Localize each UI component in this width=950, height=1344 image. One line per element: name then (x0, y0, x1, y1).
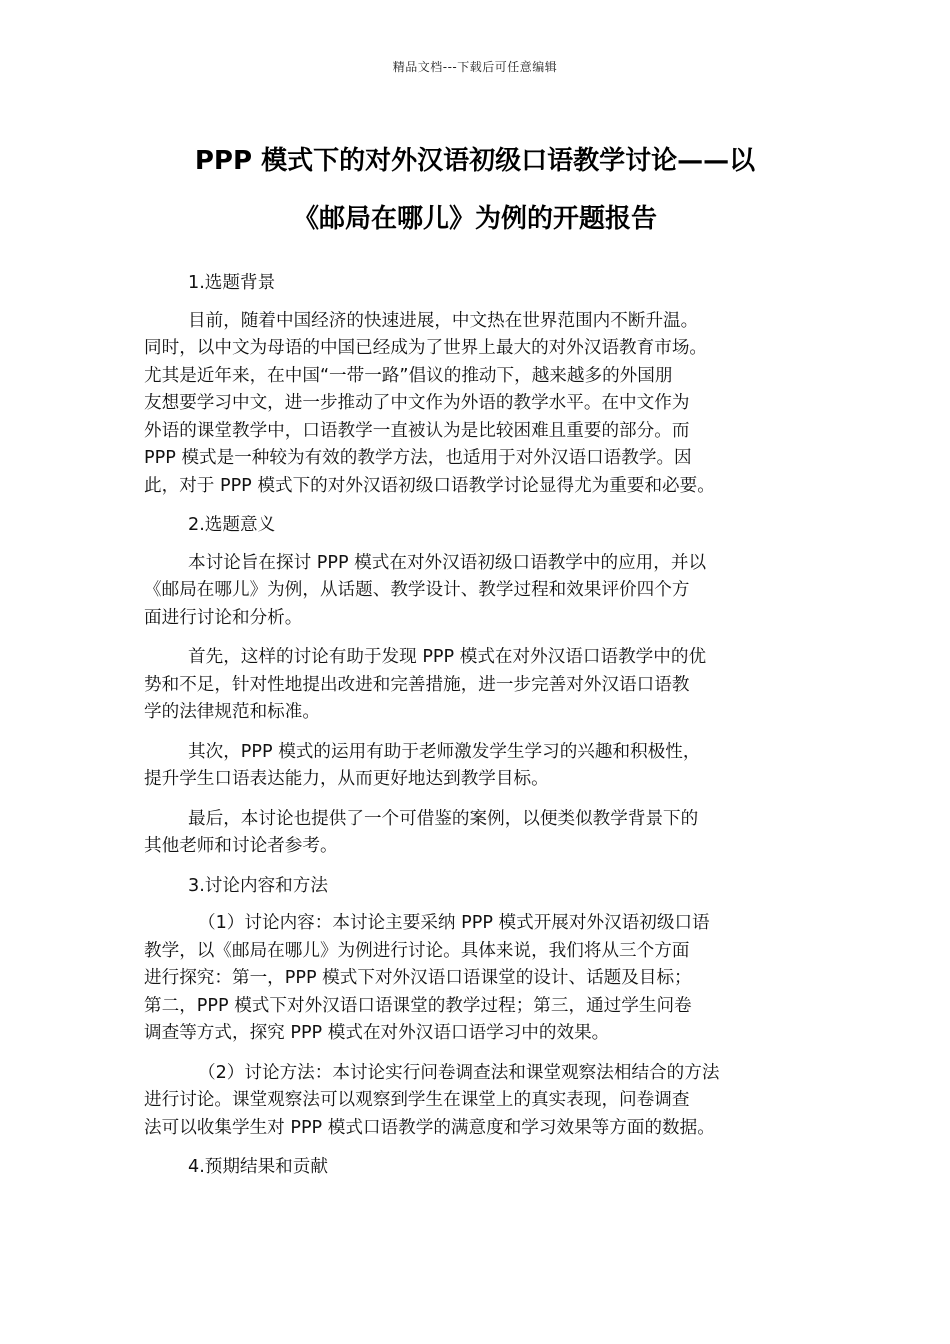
paragraph-significance-second (144, 739, 806, 794)
text-line: 《邮局在哪儿》为例，从话题、教学设计、教学过程和效果评价四个方 (144, 580, 690, 600)
paragraph-significance-intro (144, 550, 806, 633)
section-heading-4: 4.预期结果和贡献 (188, 1157, 328, 1177)
text-line: PPP 模式是一种较为有效的教学方法，也适用于对外汉语口语教学。因 (144, 448, 692, 468)
text-line: 提升学生口语表达能力，从而更好地达到教学目标。 (144, 769, 549, 789)
text-line: 同时，以中文为母语的中国已经成为了世界上最大的对外汉语教育市场。 (144, 338, 708, 358)
text-line: 本讨论旨在探讨 PPP 模式在对外汉语初级口语教学中的应用，并以 (188, 552, 707, 573)
text-line: 进行讨论。课堂观察法可以观察到学生在课堂上的真实表现，问卷调查 (144, 1090, 690, 1110)
header-note: 精品文档---下载后可任意编辑 (392, 60, 558, 74)
text-line: 友想要学习中文，进一步推动了中文作为外语的教学水平。在中文作为 (144, 393, 690, 413)
text-line: 调查等方式，探究 PPP 模式在对外汉语口语学习中的效果。 (144, 1023, 610, 1043)
document-title (120, 132, 830, 248)
paragraph-significance-last (144, 806, 806, 861)
document-body (144, 270, 806, 1192)
title-line-2: 《邮局在哪儿》为例的开题报告 (292, 204, 657, 234)
section-heading-1: 1.选题背景 (188, 273, 276, 293)
text-line: 学的法律规范和标准。 (144, 702, 320, 722)
text-line: 面进行讨论和分析。 (144, 607, 303, 628)
paragraph-research-content (144, 910, 806, 1048)
text-line: 法可以收集学生对 PPP 模式口语教学的满意度和学习效果等方面的数据。 (144, 1117, 715, 1138)
text-line: 其他老师和讨论者参考。 (144, 836, 338, 856)
text-line: 首先，这样的讨论有助于发现 PPP 模式在对外汉语口语教学中的优 (188, 647, 707, 667)
section-heading-3: 3.讨论内容和方法 (188, 875, 328, 896)
text-line: 其次，PPP 模式的运用有助于老师激发学生学习的兴趣和积极性， (188, 741, 701, 762)
text-line: 第二，PPP 模式下对外汉语口语课堂的教学过程；第三，通过学生问卷 (144, 995, 692, 1016)
text-line: 进行探究：第一，PPP 模式下对外汉语口语课堂的设计、话题及目标； (144, 968, 692, 988)
paragraph-research-method (144, 1060, 806, 1143)
paragraph-background (144, 308, 806, 501)
text-line: 此，对于 PPP 模式下的对外汉语初级口语教学讨论显得尤为重要和必要。 (144, 475, 715, 496)
title-line-1: PPP 模式下的对外汉语初级口语教学讨论——以 (194, 146, 756, 176)
text-line: 尤其是近年来，在中国“一带一路”倡议的推动下，越来越多的外国朋 (144, 365, 673, 386)
section-heading-2: 2.选题意义 (188, 515, 276, 535)
paragraph-significance-first (144, 644, 806, 727)
text-line: 目前，随着中国经济的快速进展，中文热在世界范围内不断升温。 (188, 310, 699, 331)
text-line: 势和不足，针对性地提出改进和完善措施，进一步完善对外汉语口语教 (144, 674, 690, 695)
text-line: 外语的课堂教学中，口语教学一直被认为是比较困难且重要的部分。而 (144, 420, 690, 441)
text-line: （1）讨论内容：本讨论主要采纳 PPP 模式开展对外汉语初级口语 (198, 913, 710, 933)
text-line: 最后，本讨论也提供了一个可借鉴的案例，以便类似教学背景下的 (188, 808, 699, 829)
text-line: 教学，以《邮局在哪儿》为例进行讨论。具体来说，我们将从三个方面 (144, 940, 690, 961)
text-line: （2）讨论方法：本讨论实行问卷调查法和课堂观察法相结合的方法 (198, 1062, 720, 1083)
